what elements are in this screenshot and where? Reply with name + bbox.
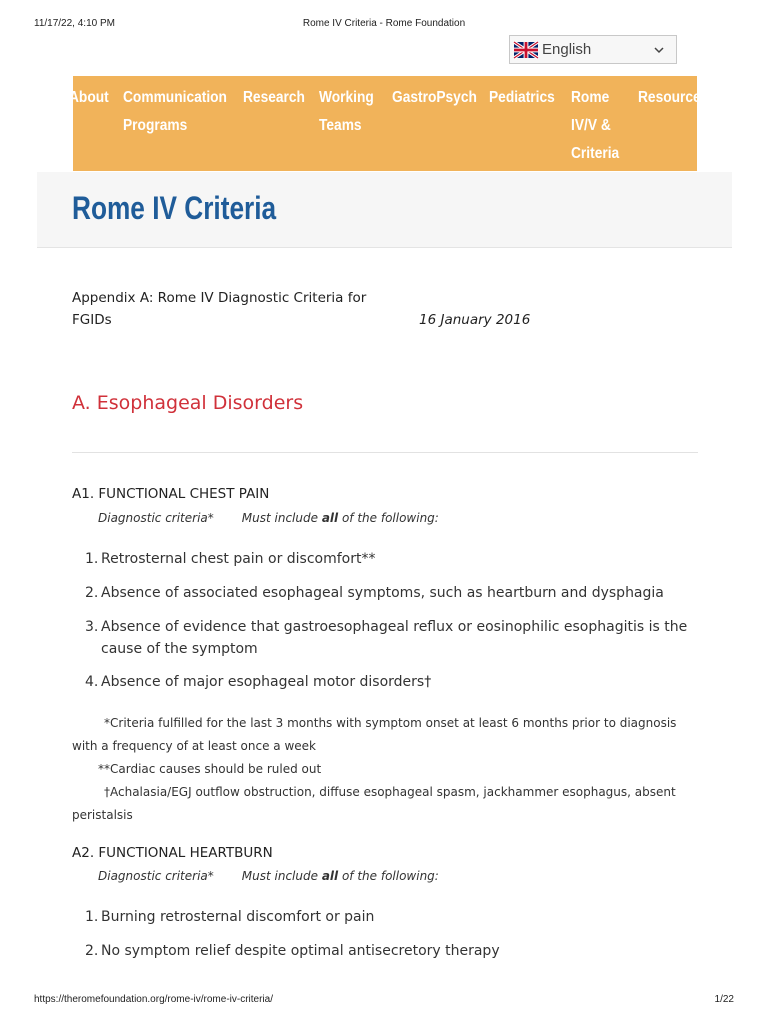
nav-item-resources[interactable]: Resources — [638, 89, 709, 106]
nav-item-rome-iv-v-criteria[interactable]: Rome IV/V & Criteria — [571, 89, 620, 162]
nav-item-gastropsych[interactable]: GastroPsych — [392, 89, 477, 106]
print-footer — [0, 994, 768, 1008]
print-page-title: Rome IV Criteria - Rome Foundation — [302, 18, 466, 29]
section-divider — [72, 452, 698, 453]
nav-item-pediatrics[interactable]: Pediatrics — [489, 89, 555, 106]
nav-item-working-teams[interactable]: Working Teams — [319, 89, 374, 134]
uk-flag-icon — [514, 42, 538, 58]
appendix-date: 16 January 2016 — [419, 312, 531, 328]
print-url: https://theromefoundation.org/rome-iv/rome-iv-criteria/ — [34, 994, 273, 1005]
must-include-text: Must include all of the following: — [241, 511, 439, 525]
must-include-text: Must include all of the following: — [241, 869, 439, 883]
nav-item-research[interactable]: Research — [243, 89, 305, 106]
footnote: **Cardiac causes should be ruled out — [98, 762, 322, 776]
main-nav — [69, 76, 709, 171]
print-header — [0, 18, 768, 32]
language-selected: English — [542, 41, 592, 58]
criteria-label: Diagnostic criteria* — [98, 869, 214, 883]
footnote: *Criteria fulfilled for the last 3 months with symptom onset at least 6 months prior to diagnosis with a frequency of at least once a week — [72, 716, 677, 753]
print-datetime: 11/17/22, 4:10 PM — [34, 18, 115, 29]
footnote: †Achalasia/EGJ outflow obstruction, diffuse esophageal spasm, jackhammer esophagus, absent peristalsis — [72, 785, 676, 822]
a2-title: A2. FUNCTIONAL HEARTBURN — [72, 845, 273, 861]
a1-title: A1. FUNCTIONAL CHEST PAIN — [72, 486, 270, 502]
a1-criteria-line — [98, 511, 439, 525]
nav-item-about[interactable]: About — [69, 89, 109, 106]
nav-item-communication-programs[interactable]: Communication Programs — [123, 89, 227, 134]
a1-footnotes — [72, 712, 702, 827]
section-title: A. Esophageal Disorders — [72, 392, 304, 414]
page-title: Rome IV Criteria — [72, 190, 277, 226]
print-page-number: 1/22 — [714, 994, 734, 1005]
a2-criteria-line — [98, 869, 439, 883]
criteria-label: Diagnostic criteria* — [98, 511, 214, 525]
chevron-down-icon — [654, 45, 664, 55]
appendix-title: Appendix A: Rome IV Diagnostic Criteria for FGIDs — [72, 290, 367, 328]
language-select[interactable] — [509, 35, 677, 64]
page-hero — [37, 172, 732, 248]
